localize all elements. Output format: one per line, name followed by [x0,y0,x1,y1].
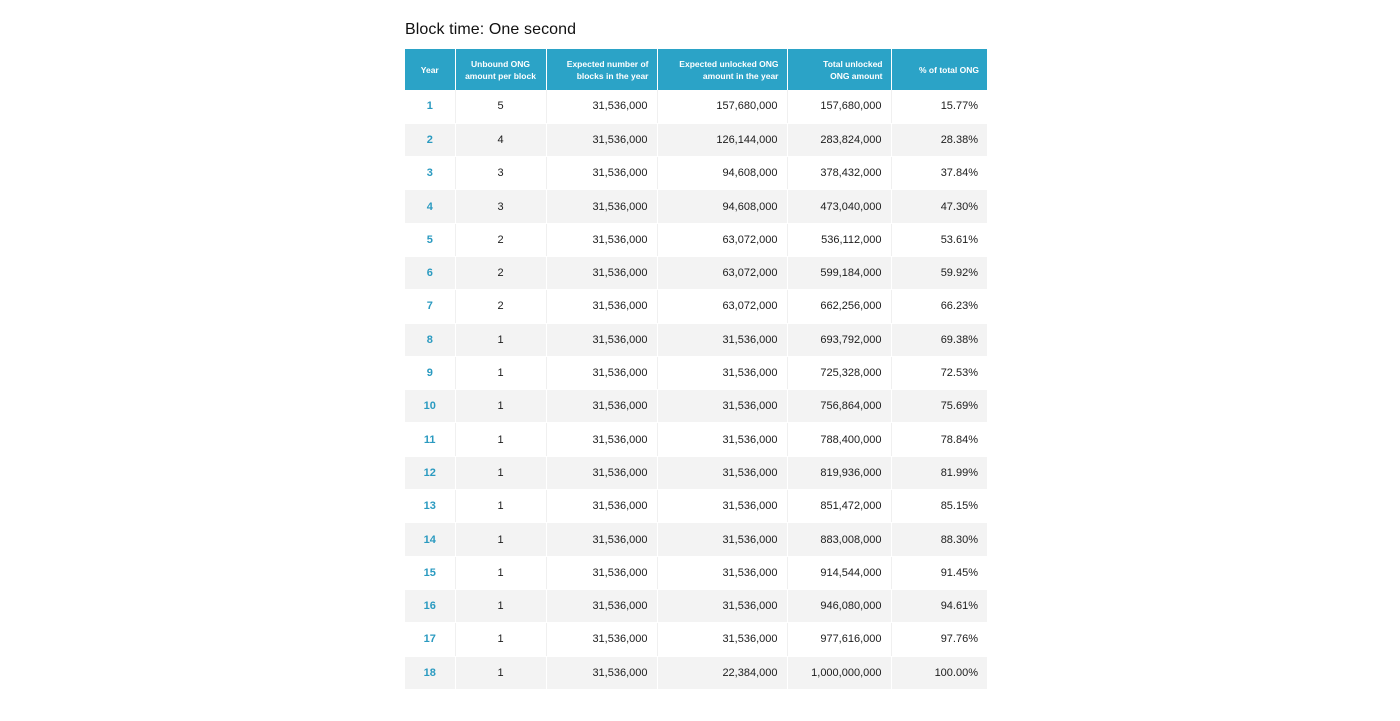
unlocked-in-year-cell: 94,608,000 [657,157,787,190]
unbound-per-block-cell: 1 [455,323,546,356]
unlocked-in-year-cell: 31,536,000 [657,589,787,622]
year-cell: 17 [405,623,455,656]
table-header [405,49,987,90]
year-cell: 13 [405,490,455,523]
total-unlocked-cell: 725,328,000 [787,356,891,389]
blocks-per-year-cell: 31,536,000 [546,589,657,622]
unlocked-in-year-cell: 31,536,000 [657,523,787,556]
blocks-per-year-cell: 31,536,000 [546,290,657,323]
unbound-per-block-cell: 1 [455,490,546,523]
unbound-per-block-cell: 4 [455,123,546,156]
blocks-per-year-cell: 31,536,000 [546,556,657,589]
blocks-per-year-cell: 31,536,000 [546,323,657,356]
year-cell: 16 [405,589,455,622]
header-percent-total: % of total ONG [891,49,987,90]
percent-total-cell: 66.23% [891,290,987,323]
year-cell: 9 [405,356,455,389]
percent-total-cell: 28.38% [891,123,987,156]
unlocked-in-year-cell: 94,608,000 [657,190,787,223]
header-year: Year [405,49,455,90]
table-row [405,323,987,356]
table-row [405,290,987,323]
blocks-per-year-cell: 31,536,000 [546,490,657,523]
year-cell: 14 [405,523,455,556]
blocks-per-year-cell: 31,536,000 [546,623,657,656]
blocks-per-year-cell: 31,536,000 [546,157,657,190]
table-row [405,223,987,256]
unlocked-in-year-cell: 63,072,000 [657,223,787,256]
percent-total-cell: 59.92% [891,256,987,289]
year-cell: 10 [405,390,455,423]
unlocked-in-year-cell: 31,536,000 [657,490,787,523]
percent-total-cell: 100.00% [891,656,987,689]
blocks-per-year-cell: 31,536,000 [546,90,657,123]
unbound-per-block-cell: 1 [455,589,546,622]
unbound-per-block-cell: 1 [455,390,546,423]
year-cell: 3 [405,157,455,190]
blocks-per-year-cell: 31,536,000 [546,256,657,289]
table-row [405,356,987,389]
total-unlocked-cell: 788,400,000 [787,423,891,456]
header-total-unlocked: Total unlocked ONG amount [787,49,891,90]
unbound-per-block-cell: 2 [455,256,546,289]
header-blocks-per-year: Expected number of blocks in the year [546,49,657,90]
blocks-per-year-cell: 31,536,000 [546,456,657,489]
year-cell: 1 [405,90,455,123]
percent-total-cell: 81.99% [891,456,987,489]
percent-total-cell: 69.38% [891,323,987,356]
year-cell: 4 [405,190,455,223]
unbound-per-block-cell: 1 [455,423,546,456]
table-row [405,157,987,190]
unbound-per-block-cell: 2 [455,223,546,256]
unbound-per-block-cell: 3 [455,157,546,190]
total-unlocked-cell: 157,680,000 [787,90,891,123]
percent-total-cell: 15.77% [891,90,987,123]
year-cell: 7 [405,290,455,323]
total-unlocked-cell: 914,544,000 [787,556,891,589]
blocks-per-year-cell: 31,536,000 [546,123,657,156]
blocks-per-year-cell: 31,536,000 [546,223,657,256]
percent-total-cell: 85.15% [891,490,987,523]
total-unlocked-cell: 946,080,000 [787,589,891,622]
header-row [405,49,987,90]
total-unlocked-cell: 756,864,000 [787,390,891,423]
table-row [405,90,987,123]
total-unlocked-cell: 883,008,000 [787,523,891,556]
percent-total-cell: 37.84% [891,157,987,190]
percent-total-cell: 88.30% [891,523,987,556]
total-unlocked-cell: 378,432,000 [787,157,891,190]
header-unbound-per-block: Unbound ONG amount per block [455,49,546,90]
percent-total-cell: 78.84% [891,423,987,456]
unlocked-in-year-cell: 31,536,000 [657,356,787,389]
total-unlocked-cell: 599,184,000 [787,256,891,289]
table-row [405,256,987,289]
percent-total-cell: 91.45% [891,556,987,589]
table-row [405,623,987,656]
unlocked-in-year-cell: 31,536,000 [657,456,787,489]
table-row [405,456,987,489]
blocks-per-year-cell: 31,536,000 [546,190,657,223]
unlocked-in-year-cell: 22,384,000 [657,656,787,689]
ong-unlock-table [405,49,987,690]
year-cell: 11 [405,423,455,456]
table-row [405,390,987,423]
blocks-per-year-cell: 31,536,000 [546,356,657,389]
unlocked-in-year-cell: 31,536,000 [657,390,787,423]
table-row [405,556,987,589]
percent-total-cell: 97.76% [891,623,987,656]
unlocked-in-year-cell: 31,536,000 [657,323,787,356]
percent-total-cell: 94.61% [891,589,987,622]
unlocked-in-year-cell: 157,680,000 [657,90,787,123]
unbound-per-block-cell: 2 [455,290,546,323]
total-unlocked-cell: 693,792,000 [787,323,891,356]
table-row [405,423,987,456]
unbound-per-block-cell: 1 [455,623,546,656]
unbound-per-block-cell: 1 [455,656,546,689]
blocks-per-year-cell: 31,536,000 [546,423,657,456]
percent-total-cell: 47.30% [891,190,987,223]
unlocked-in-year-cell: 63,072,000 [657,290,787,323]
year-cell: 12 [405,456,455,489]
table-row [405,190,987,223]
total-unlocked-cell: 536,112,000 [787,223,891,256]
total-unlocked-cell: 662,256,000 [787,290,891,323]
year-cell: 8 [405,323,455,356]
percent-total-cell: 75.69% [891,390,987,423]
percent-total-cell: 53.61% [891,223,987,256]
unlocked-in-year-cell: 31,536,000 [657,556,787,589]
unlocked-in-year-cell: 31,536,000 [657,423,787,456]
blocks-per-year-cell: 31,536,000 [546,656,657,689]
total-unlocked-cell: 851,472,000 [787,490,891,523]
unbound-per-block-cell: 1 [455,556,546,589]
year-cell: 15 [405,556,455,589]
unbound-per-block-cell: 1 [455,523,546,556]
unbound-per-block-cell: 3 [455,190,546,223]
table-row [405,490,987,523]
year-cell: 6 [405,256,455,289]
unbound-per-block-cell: 1 [455,456,546,489]
unlocked-in-year-cell: 31,536,000 [657,623,787,656]
header-unlocked-in-year: Expected unlocked ONG amount in the year [657,49,787,90]
unlocked-in-year-cell: 63,072,000 [657,256,787,289]
unbound-per-block-cell: 1 [455,356,546,389]
blocks-per-year-cell: 31,536,000 [546,390,657,423]
total-unlocked-cell: 819,936,000 [787,456,891,489]
total-unlocked-cell: 473,040,000 [787,190,891,223]
year-cell: 18 [405,656,455,689]
table-row [405,523,987,556]
total-unlocked-cell: 1,000,000,000 [787,656,891,689]
table-body [405,90,987,689]
year-cell: 5 [405,223,455,256]
unlocked-in-year-cell: 126,144,000 [657,123,787,156]
table-row [405,656,987,689]
table-row [405,123,987,156]
table-title: Block time: One second [405,21,577,38]
year-cell: 2 [405,123,455,156]
percent-total-cell: 72.53% [891,356,987,389]
table-row [405,589,987,622]
unbound-per-block-cell: 5 [455,90,546,123]
blocks-per-year-cell: 31,536,000 [546,523,657,556]
total-unlocked-cell: 283,824,000 [787,123,891,156]
total-unlocked-cell: 977,616,000 [787,623,891,656]
